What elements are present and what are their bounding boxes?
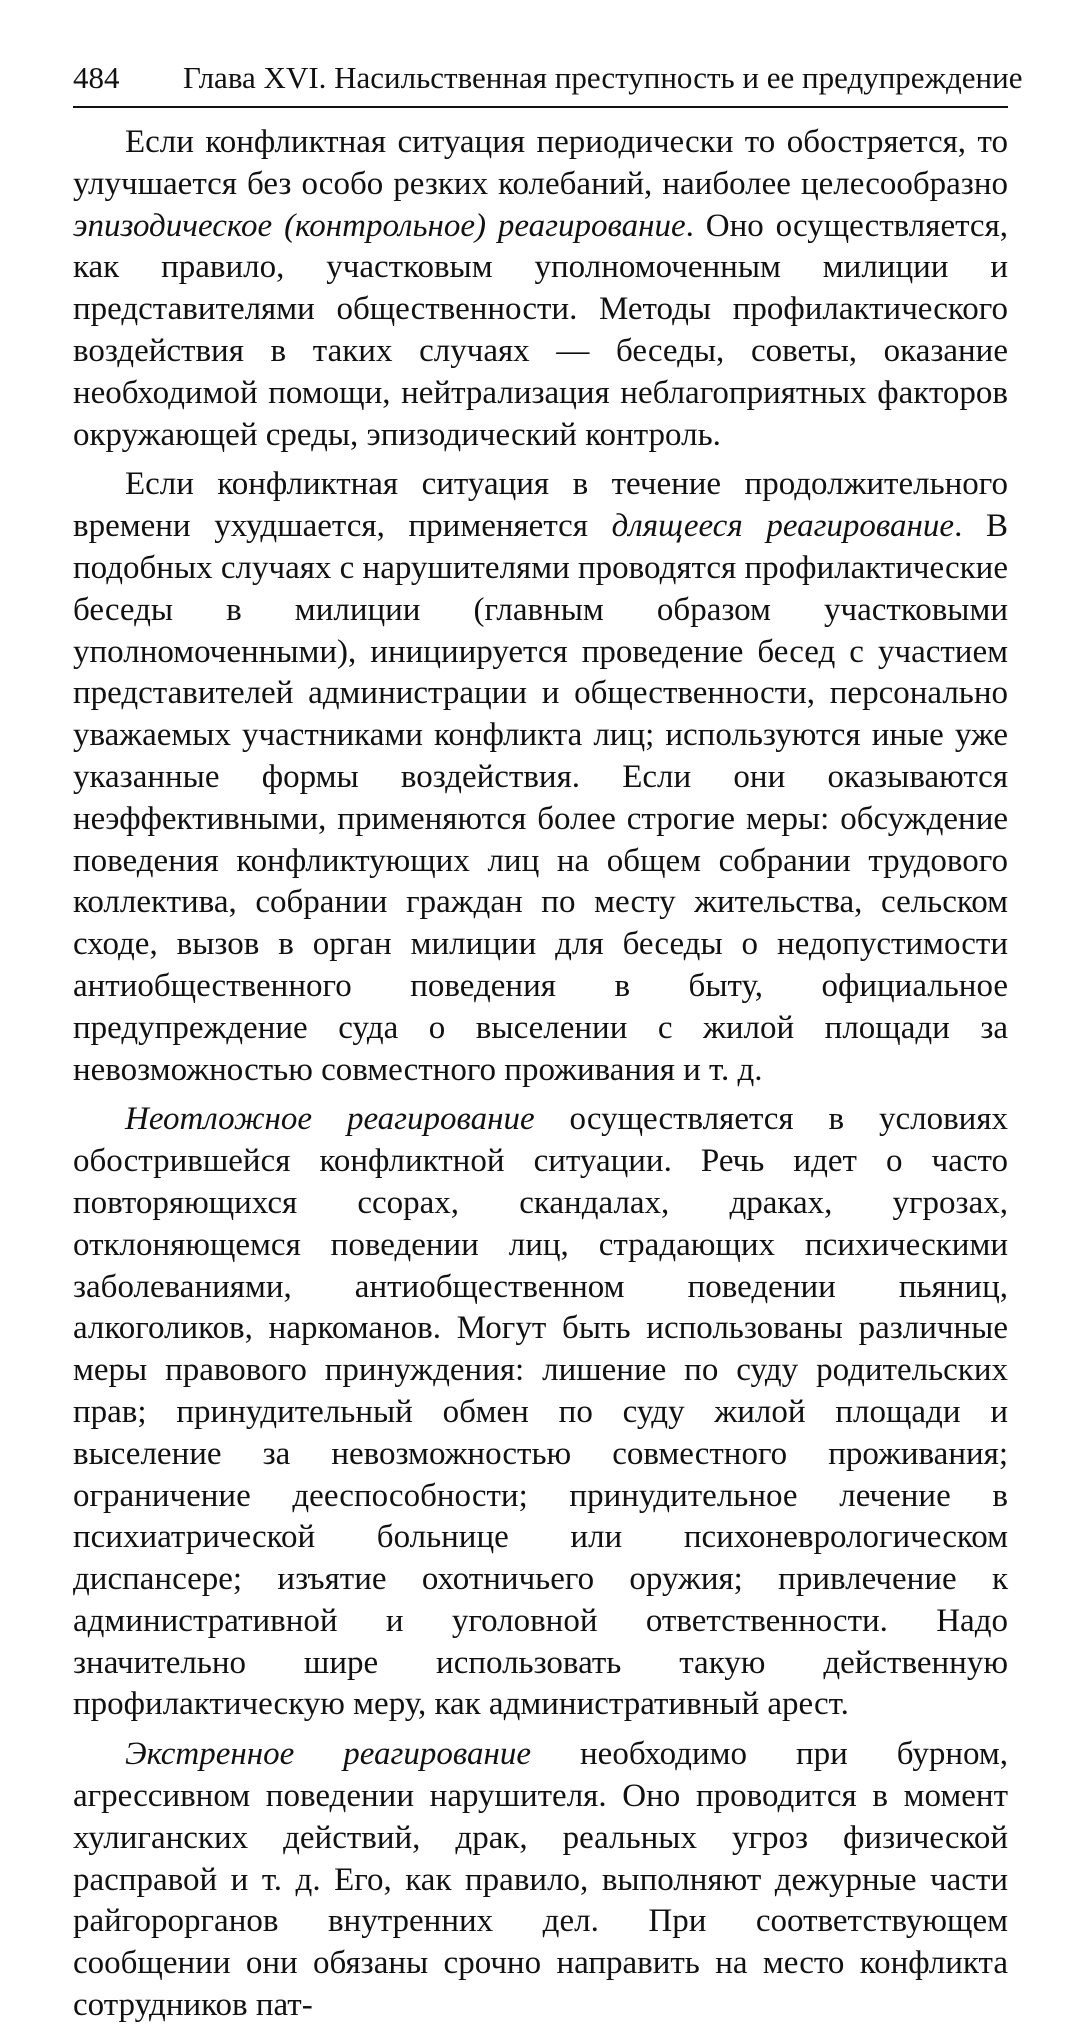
paragraph-text: . В подобных случаях с нарушителями проводятся профилактические беседы в милиции (главным образом участковыми уполномоченными), инициируется проведение бесед с участием представителей администрации и общественности, персонально уважаемых участниками конфликта лиц; используются иные уже указанные формы воздействия. Если они оказываются неэффективными, применяются более строгие меры: обсуждение поведения конфликтующих лиц на общем собрании трудового коллектива, собрании граждан по месту жительства, сельском сходе, вызов в орган милиции для беседы о недопустимости антиобщественного поведения в быту, официальное предупреждение суда о выселении с жилой площади за невозможностью совместного проживания и т. д.	[73, 508, 1009, 1088]
body-text	[73, 122, 1008, 2027]
paragraph-continuing-response	[73, 464, 1008, 1091]
paragraph-text: необходимо при бурном, агрессивном поведении нарушителя. Оно проводится в момент хулиганских действий, драк, реальных угроз физической расправой и т. д. Его, как правило, выполняют дежурные части райгорорганов внутренних дел. При соответствующем сообщении они обязаны срочно направить на место конфликта сотрудников пат-	[73, 1736, 1008, 2024]
paragraph-episodic-response	[73, 122, 1008, 456]
paragraph-emergency-response	[73, 1734, 1008, 2027]
paragraph-urgent-response	[73, 1099, 1008, 1726]
paragraph-text: . Оно осуществляется, как правило, участковым уполномоченным милиции и представителями общественности. Методы профилактического воздействия в таких случаях — беседы, советы, оказание необходимой помощи, нейтрализация неблагоприятных факторов окружающей среды, эпизодический контроль.	[73, 207, 1008, 453]
paragraph-text: Если конфликтная ситуация периодически то обостряется, то улучшается без особо резких колебаний, наиболее целесообразно	[73, 124, 1008, 202]
book-page	[73, 60, 1023, 2035]
chapter-title: Глава XVI. Насильственная преступность и ее предупреждение	[183, 60, 1023, 95]
paragraph-text: осуществляется в условиях обострившейся конфликтной ситуации. Речь идет о часто повторяющихся ссорах, скандалах, драках, угрозах, отклоняющемся поведении лиц, страдающих психическими заболеваниями, антиобщественном поведении пьяниц, алкоголиков, наркоманов. Могут быть использованы различные меры правового принуждения: лишение по суду родительских прав; принудительный обмен по суду жилой площади и выселение за невозможностью совместного проживания; ограничение дееспособности; принудительное лечение в психиатрической больнице или психоневрологическом диспансере; изъятие охотничьего оружия; привлечение к административной и уголовной ответственности. Надо значительно шире использовать такую действенную профилактическую меру, как административный арест.	[73, 1101, 1008, 1723]
italic-term: длящееся реагирование	[611, 508, 955, 545]
running-head	[73, 60, 1023, 108]
italic-term: эпизодическое (контрольное) реагирование	[73, 207, 686, 244]
page-number: 484	[73, 60, 120, 95]
italic-term: Экстренное реагирование	[125, 1736, 532, 1773]
paragraph-text: Если конфликтная ситуация в течение продолжительного времени ухудшается, применяется	[73, 466, 1008, 545]
italic-term: Неотложное реагирование	[125, 1101, 535, 1138]
